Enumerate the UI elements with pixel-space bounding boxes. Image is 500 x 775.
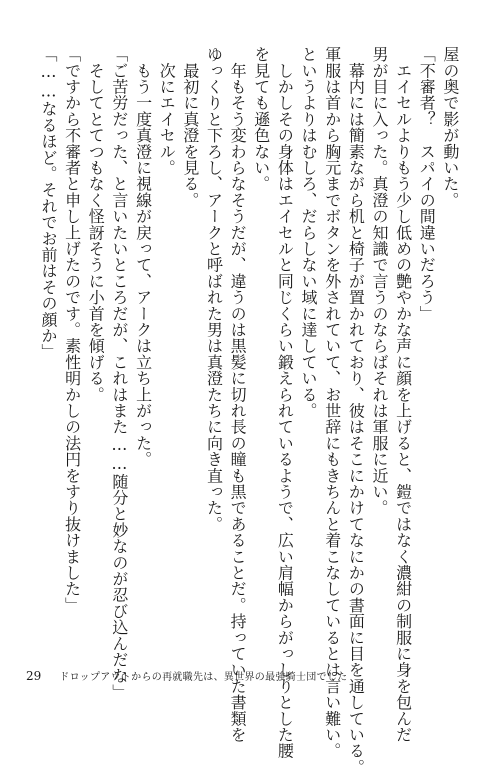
text-line-4: 男が目に入った。真澄の知識で言うのならばそれは軍服に近い。 [369,46,389,516]
text-line-11: ゆっくりと下ろし、アークと呼ばれた男は真澄たちに向き直った。 [204,46,224,532]
text-line-13: 次にエイセル。 [157,46,177,176]
book-title: ドロップアウトからの再就職先は、異世界の最強騎士団でした [59,672,348,683]
text-line-8: しかしその身体はエイセルと同じくらい鍛えられているようで、広い肩幅からがっしりとした腰 [275,46,295,759]
text-line-17: 「ですから不審者と申し上げたのです。素性明かしの法円をすり抜けました」 [62,46,82,613]
text-line-7: というよりはむしろ、だらしない域に達している。 [299,46,319,419]
page-number: 29 [26,669,42,683]
text-line-1: 屋の奥で影が動いた。 [440,46,460,208]
text-line-2: 「不審者？ スパイの間違いだろう」 [417,46,437,322]
text-line-9: を見ても遜色ない。 [251,46,271,192]
text-line-16: そしてとてつもなく怪訝そうに小首を傾げる。 [86,46,106,403]
text-line-10: 年もそう変わらなそうだが、違うのは黒髪に切れ長の瞳も黒であることだ。持っていた書類を [228,46,248,743]
text-line-6: 軍服は首から胸元までボタンを外されていて、お世辞にもきちんと着こなしているとは言い難い。 [322,46,342,759]
text-line-18: 「……なるほど。それでお前はその顔か」 [39,46,58,360]
page-footer [26,670,347,683]
text-line-12: 最初に真澄を見る。 [180,46,200,208]
text-line-5: 幕内には簡素ながら机と椅子が置かれており、彼はそこにかけてなにかの書面に目を通している。 [346,46,366,775]
text-line-15: 「ご苦労だった、と言いたいところだが、これはまた……随分と妙なのが忍び込んだな」 [109,46,129,700]
text-line-14: もう一度真澄に視線が戻って、アークは立ち上がった。 [133,46,153,468]
text-line-3: エイセルよりもう少し低めの艶やかな声に顔を上げると、鎧ではなく濃紺の制服に身を包んだ [393,46,413,743]
